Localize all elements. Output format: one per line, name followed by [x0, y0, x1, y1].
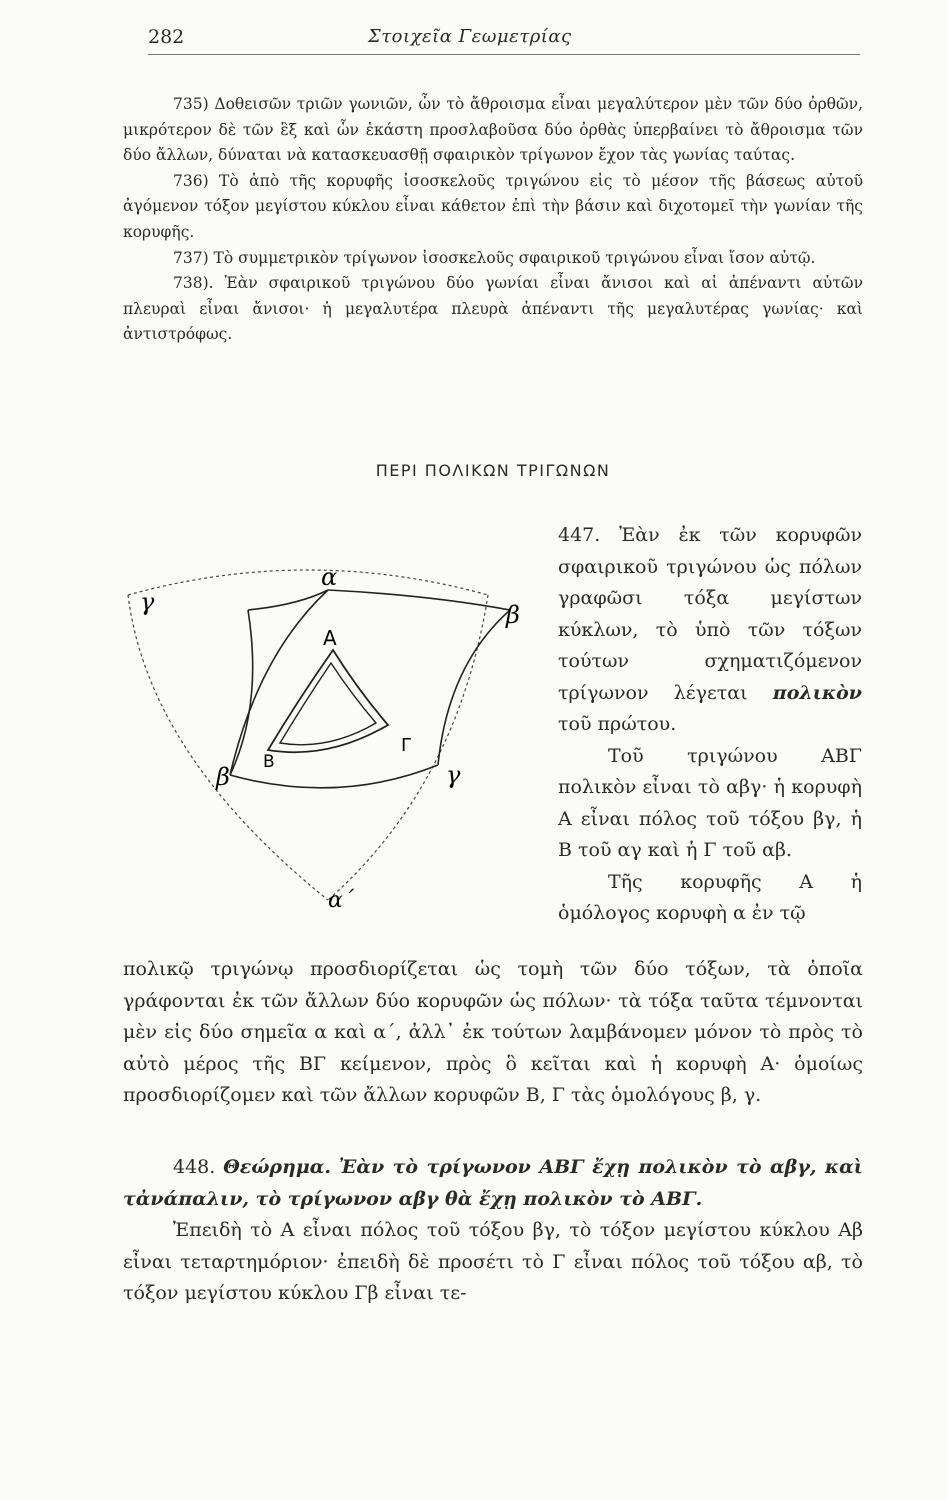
exercise-list	[123, 92, 863, 348]
dashed-arc-left	[128, 595, 328, 900]
exercise-737: 737) Τὸ συμμετρικὸν τρίγωνον ἰσοσκελοῦς σφαιρικοῦ τριγώνου εἶναι ἴσον αὐτῷ.	[173, 248, 816, 267]
theorem-statement-para	[123, 1152, 863, 1215]
inner-triangle-inner	[280, 663, 376, 745]
arc-a-b	[328, 590, 510, 610]
running-title: Στοιχεῖα Γεωμετρίας	[368, 26, 572, 47]
exercise-735: 735) Δοθεισῶν τριῶν γωνιῶν, ὧν τὸ ἄθροισμα εἶναι μεγαλύτερον μὲν τῶν δύο ὀρθῶν, μικρότερον δὲ τῶν ἓξ καὶ ὧν ἑκάστη προσλαβοῦσα δύο ὀρθὰς ὑπερβαίνει τὸ ἄθροισμα τῶν δύο ἄλλων, δύναται νὰ κατασκευασθῇ σφαιρικὸν τρίγωνον ἔχον τὰς γωνίας ταύτας.	[123, 95, 863, 165]
theorem-proof: Ἐπειδὴ τὸ Α εἶναι πόλος τοῦ τόξου βγ, τὸ τόξον μεγίστου κύκλου Αβ εἶναι τεταρτημόριον· ἐπειδὴ δὲ προσέτι τὸ Γ εἶναι πόλος τοῦ τόξου αβ, τὸ τόξον μεγίστου κύκλου Γβ εἶναι τε-	[123, 1219, 863, 1304]
para-447-polar-def: Τοῦ τριγώνου ΑΒΓ πολικὸν εἶναι τὸ αβγ· ἡ κορυφὴ Α εἶναι πόλος τοῦ τόξου βγ, ἡ Β τοῦ αγ καὶ ἡ Γ τοῦ αβ.	[558, 744, 862, 861]
page-number: 282	[148, 26, 185, 48]
arc-a-g	[248, 590, 328, 610]
label-beta-left: β	[216, 763, 230, 791]
exercise-736: 736) Τὸ ἀπὸ τῆς κορυφῆς ἰσοσκελοῦς τριγώνου εἰς τὸ μέσον τῆς βάσεως αὐτοῦ ἀγόμενον τόξον μεγίστου κύκλου εἶναι κάθετον ἐπὶ τὴν βάσιν καὶ διχοτομεῖ τὴν γωνίαν τῆς κορυφῆς.	[123, 171, 863, 241]
label-A: A	[323, 626, 337, 650]
page-header	[148, 24, 860, 55]
theorem-448	[123, 1152, 863, 1310]
arc-b2-g	[230, 765, 438, 788]
label-alpha-prime: α΄	[328, 888, 354, 913]
arc-a-b2	[230, 590, 328, 775]
label-Gamma: Γ	[401, 735, 412, 756]
label-gamma-right: γ	[446, 761, 461, 789]
para-447-homolog-start: Τῆς κορυφῆς Α ἡ ὁμόλογος κορυφὴ α ἐν τῷ	[558, 870, 862, 924]
inner-triangle-outer	[268, 650, 388, 752]
exercise-738: 738). Ἐὰν σφαιρικοῦ τριγώνου δύο γωνίαι εἶναι ἄνισοι καὶ αἱ ἀπέναντι αὐτῶν πλευραὶ εἶναι ἄνισοι· ἡ μεγαλυτέρα πλευρὰ ἀπέναντι τῆς μεγαλυτέρας γωνίας· καὶ ἀντιστρόφως.	[123, 274, 863, 344]
para-447-continuation: πολικῷ τριγώνῳ προσδιορίζεται ὡς τομὴ τῶν δύο τόξων, τὰ ὁποῖα γράφονται ἐκ τῶν ἄλλων δύο κορυφῶν ὡς πόλων· τὰ τόξα ταῦτα τέμνονται μὲν εἰς δύο σημεῖα α καὶ α΄, ἀλλ᾽ ἐκ τούτων λαμβάνομεν μόνον τὸ πρὸς τὸ αὐτὸ μέρος τῆς ΒΓ κείμενον, πρὸς ὃ κεῖται καὶ ἡ κορυφὴ Α· ὁμοίως προσδιορίζομεν καὶ τῶν ἄλλων κορυφῶν Β, Γ τὰς ὁμολόγους β, γ.	[123, 958, 863, 1106]
label-B: B	[263, 752, 275, 772]
para-447-intro-text: 447. Ἐὰν ἐκ τῶν κορυφῶν σφαιρικοῦ τριγώνου ὡς πόλων γραφῶσι τόξα μεγίστων κύκλων, τὸ ὑπὸ τῶν τόξων τούτων σχηματιζόμενον τρίγωνον λέγεται	[558, 524, 862, 704]
label-beta-right: β	[506, 601, 520, 629]
arc-g-b2	[230, 610, 253, 775]
theorem-number: 448.	[173, 1156, 216, 1178]
dashed-arc-top	[128, 570, 488, 595]
section-heading: ΠΕΡΙ ΠΟΛΙΚΩΝ ΤΡΙΓΩΝΩΝ	[375, 461, 611, 480]
label-alpha: α	[321, 563, 338, 591]
polar-term: πολικὸν	[772, 681, 862, 704]
polar-triangle-diagram	[118, 555, 520, 915]
para-447-term-after: τοῦ πρώτου.	[558, 713, 677, 735]
theorem-statement: Ἐὰν τὸ τρίγωνον ΑΒΓ ἔχῃ πολικὸν τὸ αβγ, καὶ τἀνάπαλιν, τὸ τρίγωνον αβγ θὰ ἔχῃ πολικὸν τὸ ΑΒΓ.	[123, 1156, 863, 1210]
theorem-label: Θεώρημα.	[223, 1156, 332, 1178]
label-gamma-left: γ	[140, 588, 155, 616]
